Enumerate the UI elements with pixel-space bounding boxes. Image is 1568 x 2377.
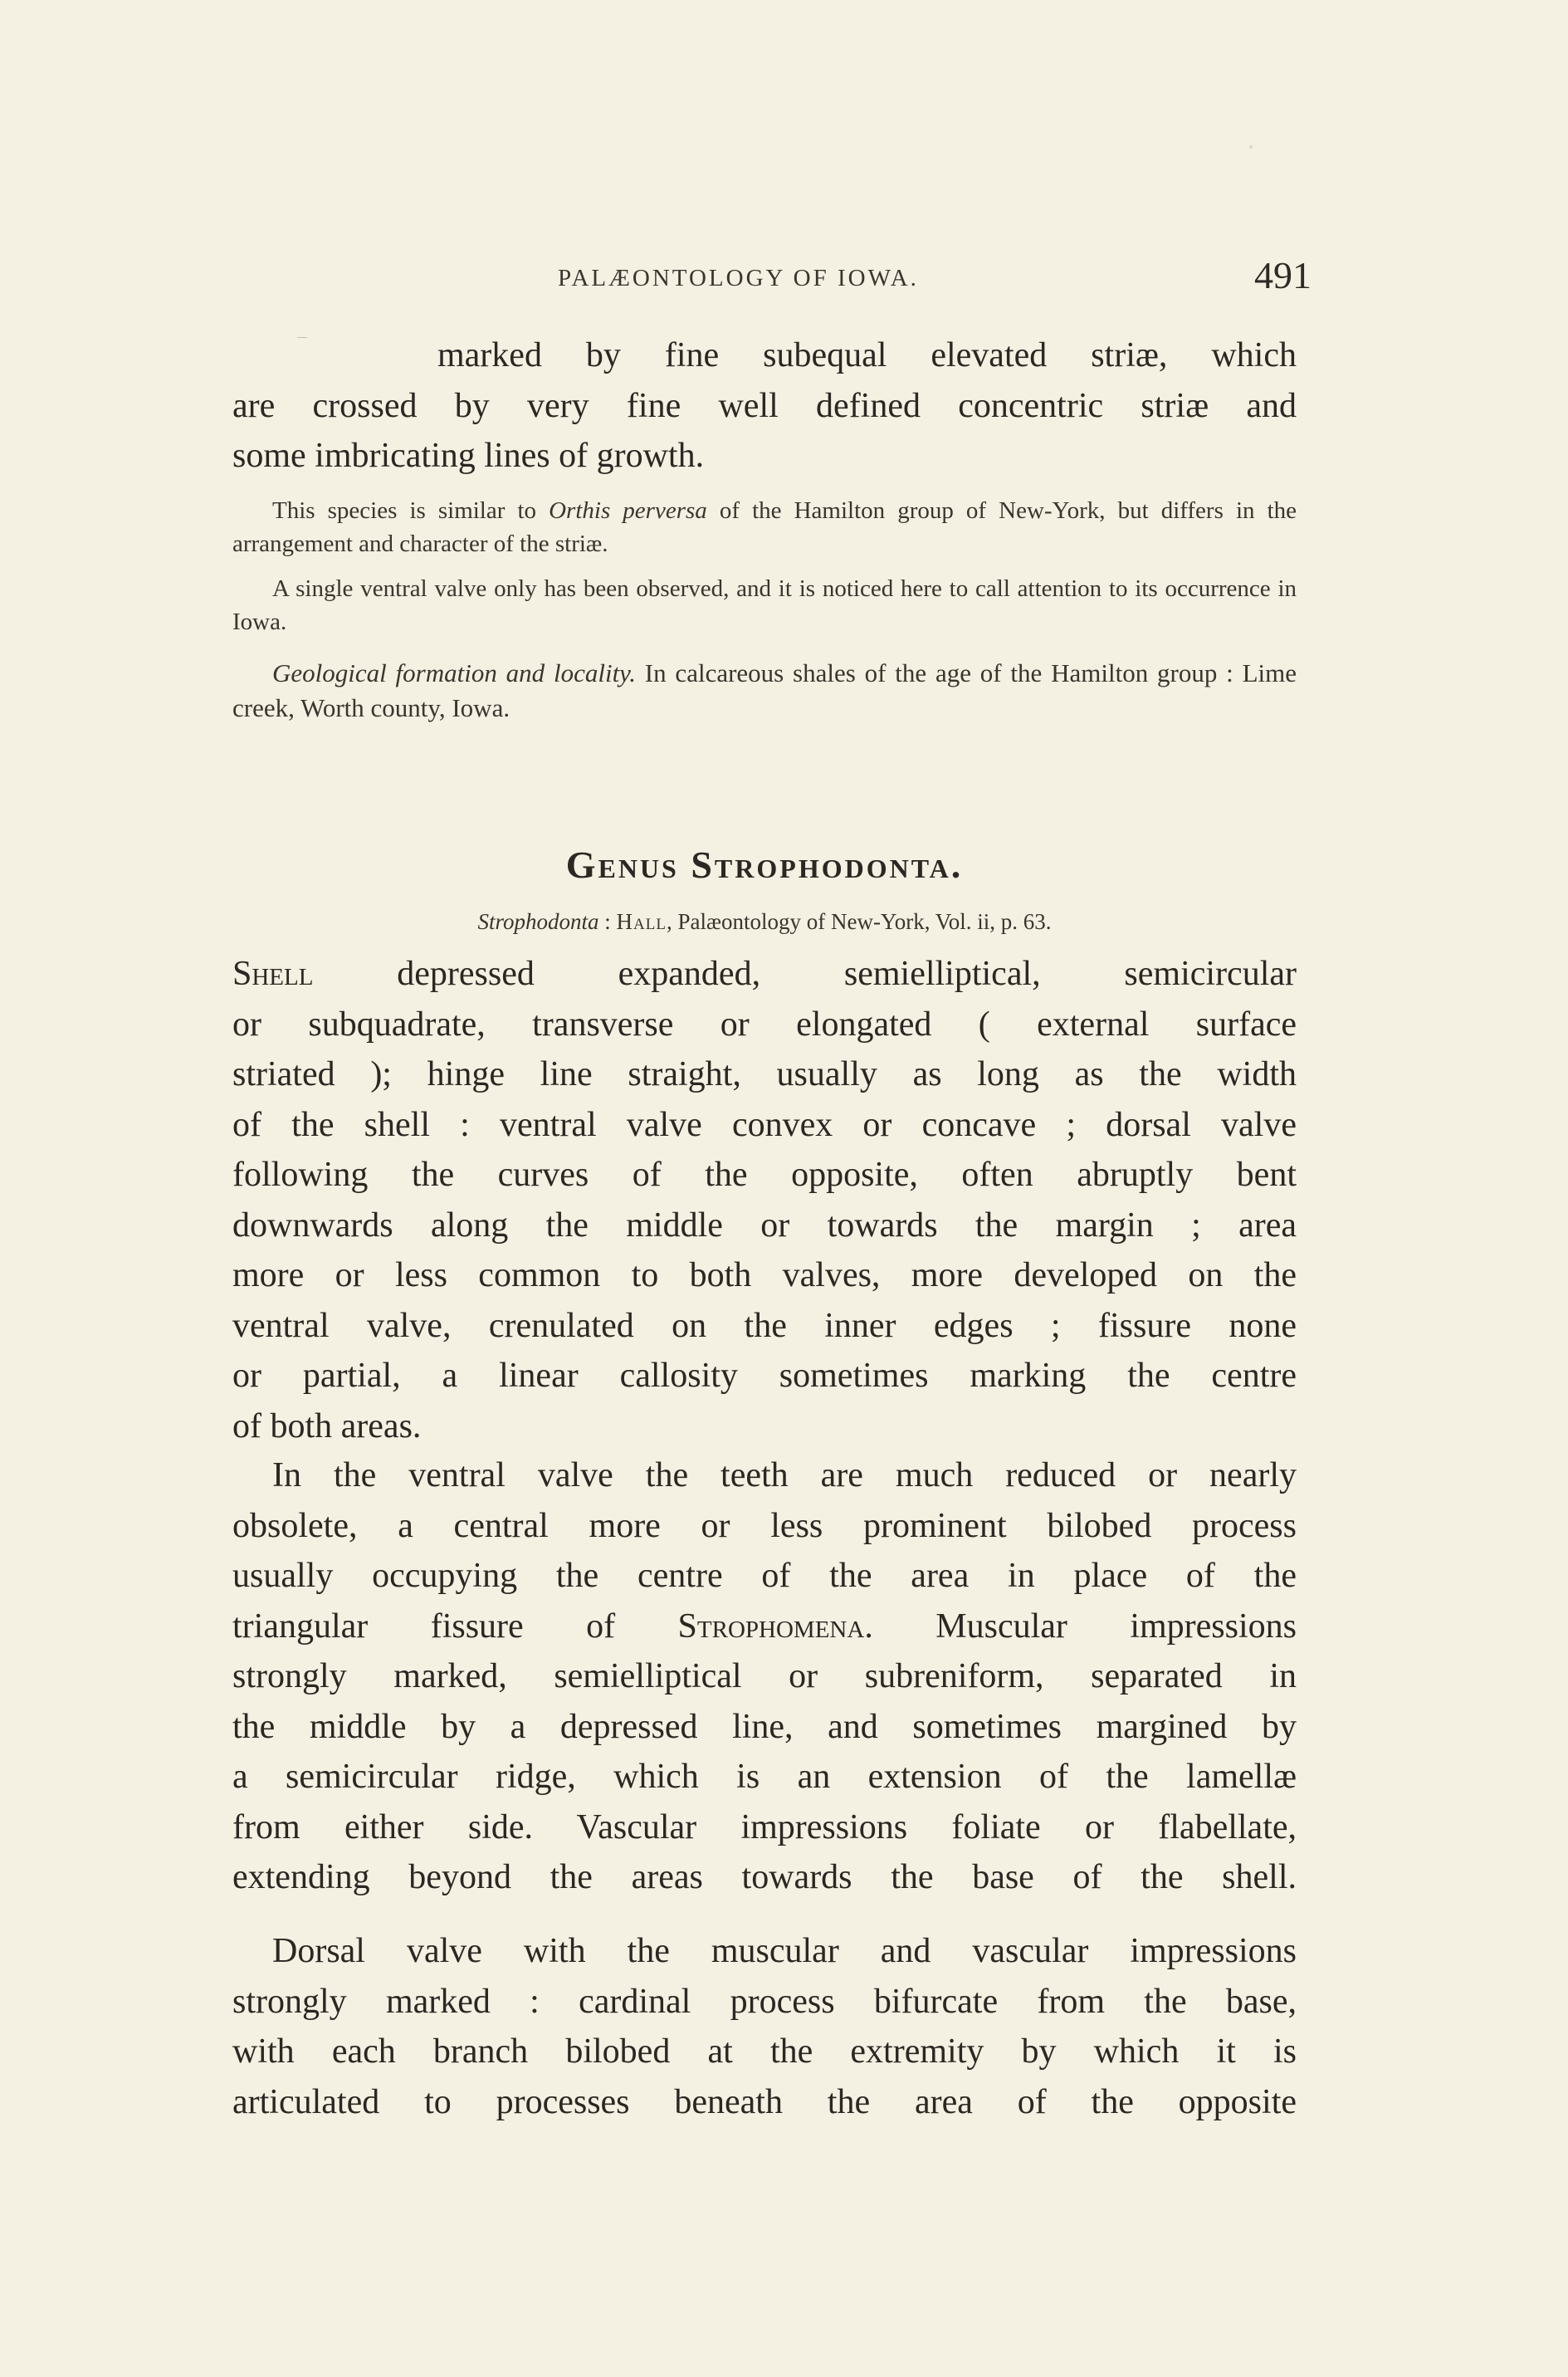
text-line xyxy=(232,949,1297,1000)
note-paragraph: A single ventral valve only has been observed, and it is noticed here to call attention to its occurrence in Iowa. xyxy=(232,575,1297,635)
locality-label: Geological formation and locality. xyxy=(272,658,636,687)
page-number: 491 xyxy=(1254,254,1312,296)
paper-speck xyxy=(1249,145,1253,149)
text-line: articulated to processes beneath the area of the opposite xyxy=(232,2082,1297,2121)
line-text: triangular fissure of xyxy=(232,1607,678,1646)
species-notes xyxy=(232,494,1297,650)
text-line: with each branch bilobed at the extremity by which it is xyxy=(232,2032,1297,2071)
text-line: the middle by a depressed line, and sometimes margined by xyxy=(232,1707,1297,1746)
note-text: of the Hamilton group of New-York, but differs in the arrangement and character of the striæ. xyxy=(232,497,1297,557)
text-line: following the curves of the opposite, often abruptly bent xyxy=(232,1156,1297,1194)
reference-genus: Strophodonta xyxy=(477,909,599,934)
text-line: strongly marked, semielliptical or subreniform, separated in xyxy=(232,1657,1297,1695)
reference-separator: : xyxy=(598,909,617,934)
text-line: a semicircular ridge, which is an extension of the lamellæ xyxy=(232,1758,1297,1796)
geological-locality xyxy=(232,656,1297,726)
reference-source: , Palæontology of New-York, Vol. ii, p. 63. xyxy=(666,909,1052,934)
lead-word: Shell xyxy=(232,955,314,993)
text-line: strongly marked : cardinal process bifurcate from the base, xyxy=(232,1982,1297,2021)
running-title: PALÆONTOLOGY OF IOWA. xyxy=(558,265,919,291)
locality-text: In calcareous shales of the age of the Hamilton group : Lime creek, Worth county, Iowa. xyxy=(232,658,1297,722)
text-line: striated ); hinge line straight, usually as long as the width xyxy=(232,1055,1297,1093)
text-line: of both areas. xyxy=(232,1406,422,1445)
text-line: marked by fine subequal elevated striæ, which xyxy=(437,336,1297,374)
note-paragraph xyxy=(232,494,1297,560)
locality-paragraph xyxy=(232,656,1297,726)
genus-reference xyxy=(232,909,1297,935)
text-line: extending beyond the areas towards the base of the shell. xyxy=(232,1858,1297,1896)
ventral-valve-paragraph xyxy=(232,1450,1297,1903)
continued-description xyxy=(232,330,1297,482)
text-line: ventral valve, crenulated on the inner edges ; fissure none xyxy=(232,1306,1297,1345)
text-line: from either side. Vascular impressions foliate or flabellate, xyxy=(232,1807,1297,1846)
text-line: Dorsal valve with the muscular and vascular impressions xyxy=(272,1932,1297,1970)
text-line: usually occupying the centre of the area in place of the xyxy=(232,1557,1297,1595)
line-text: . Muscular impressions xyxy=(864,1607,1297,1646)
text-line: of the shell : ventral valve convex or concave ; dorsal valve xyxy=(232,1105,1297,1144)
genus-name: Strophomena xyxy=(677,1607,865,1646)
text-line: more or less common to both valves, more developed on the xyxy=(232,1256,1297,1294)
text-line: or partial, a linear callosity sometimes marking the centre xyxy=(232,1357,1297,1395)
text-line: some imbricating lines of growth. xyxy=(232,437,705,475)
page-header xyxy=(232,253,1312,303)
reference-author: Hall xyxy=(616,909,667,934)
note-text: This species is similar to xyxy=(272,497,550,524)
text-line xyxy=(232,1602,1297,1652)
text-line: In the ventral valve the teeth are much reduced or nearly xyxy=(272,1456,1297,1494)
text-line: obsolete, a central more or less prominent bilobed process xyxy=(232,1506,1297,1545)
text-line: or subquadrate, transverse or elongated ( external surface xyxy=(232,1005,1297,1044)
species-name: Orthis perversa xyxy=(549,497,707,524)
genus-description-paragraph xyxy=(232,949,1297,1451)
dorsal-valve-paragraph xyxy=(232,1926,1297,2127)
genus-heading: Genus Strophodonta. xyxy=(565,844,964,886)
line-text: depressed expanded, semielliptical, semicircular xyxy=(313,955,1297,993)
text-line: are crossed by very fine well defined concentric striæ and xyxy=(232,386,1297,425)
text-line: downwards along the middle or towards the margin ; area xyxy=(232,1206,1297,1245)
